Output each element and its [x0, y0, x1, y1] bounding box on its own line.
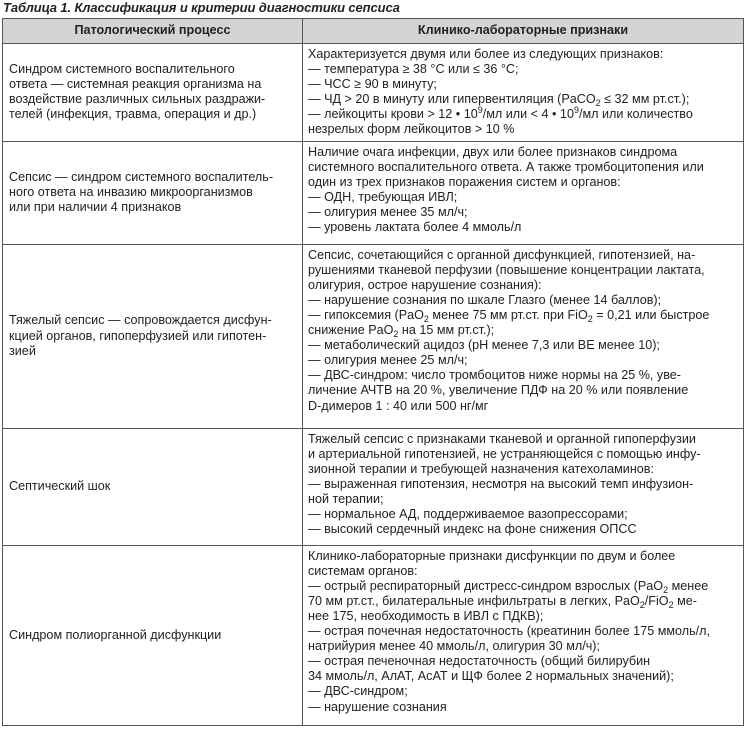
- subscript: 2: [668, 599, 674, 610]
- sign-text: снижение PaO: [308, 323, 394, 338]
- sign-text: менее: [668, 578, 709, 593]
- process-cell: [3, 545, 303, 725]
- sign-line: [308, 594, 738, 609]
- process-text: зией: [9, 343, 36, 358]
- process-cell: [3, 428, 303, 545]
- sign-text: — нарушение сознания: [308, 699, 447, 714]
- sign-text: Клинико-лабораторные признаки дисфункции по двум и более: [308, 548, 676, 563]
- subscript: 2: [393, 329, 399, 340]
- sign-text: — острая почечная недостаточность (креатинин более 175 ммоль/л,: [308, 624, 710, 639]
- table-row: [3, 141, 744, 244]
- signs-cell: [303, 141, 744, 244]
- process-cell: [3, 244, 303, 428]
- sign-text: Характеризуется двумя или более из следующих признаков:: [308, 47, 664, 61]
- sign-text: — ДВС-синдром: число тромбоцитов ниже нормы на 25 %, уве-: [308, 368, 681, 383]
- sign-text: — гипоксемия (PaO: [308, 307, 424, 322]
- sign-text: зионной терапии и требующей назначения катехоламинов:: [308, 461, 654, 476]
- sign-text: /мл или количество: [578, 107, 693, 122]
- sign-text: — острый респираторный дистресс-синдром взрослых (PaO: [308, 578, 664, 593]
- sign-text: — нормальное АД, поддерживаемое вазопрессорами;: [308, 507, 628, 522]
- sign-text: — острая печеночная недостаточность (общий билирубин: [308, 654, 651, 669]
- table-caption: Таблица 1. Классификация и критерии диагностики сепсиса: [3, 0, 400, 15]
- sign-text: личение АЧТВ на 20 %, увеличение ПДФ на 20 % или появление: [308, 383, 689, 398]
- sign-text: 70 мм рт.ст., билатеральные инфильтраты в легких, PaO: [308, 593, 640, 608]
- process-text: или при наличии 4 признаков: [9, 200, 182, 215]
- process-cell: [3, 141, 303, 244]
- sign-text: и артериальной гипотензией, не устраняющейся с помощью инфу-: [308, 446, 701, 461]
- table-row: [3, 545, 744, 725]
- process-text: Синдром полиорганной дисфункции: [9, 627, 222, 642]
- process-cell: [3, 44, 303, 142]
- sign-text: — лейкоциты крови > 12 • 10: [308, 107, 478, 122]
- sign-line: [308, 579, 738, 594]
- signs-cell: [303, 244, 744, 428]
- sign-line: [308, 308, 738, 323]
- subscript: 2: [639, 599, 645, 610]
- sign-text: — ЧСС ≥ 90 в минуту;: [308, 77, 437, 92]
- sign-text: олигурия, острое нарушение сознания):: [308, 277, 542, 292]
- process-text: ответа — системная реакция организма на: [9, 77, 262, 92]
- sign-text: 34 ммоль/л, АлАТ, АсАТ и ЩФ более 2 нормальных значений);: [308, 669, 674, 684]
- sign-text: Наличие очага инфекции, двух или более признаков синдрома: [308, 144, 678, 159]
- sign-text: нее 175, необходимость в ИВЛ с ПДКВ);: [308, 608, 544, 623]
- sign-text: системного воспалительного ответа. А также тромбоцитопения или: [308, 159, 704, 174]
- sign-text: — температура ≥ 38 °C или ≤ 36 °C;: [308, 62, 519, 77]
- superscript: 9: [573, 105, 579, 116]
- process-text: Тяжелый сепсис — сопровождается дисфун-: [9, 313, 272, 328]
- process-text: воздействие различных сильных раздражи-: [9, 92, 266, 107]
- sign-text: — выраженная гипотензия, несмотря на высокий темп инфузион-: [308, 476, 694, 491]
- signs-cell: [303, 428, 744, 545]
- table-row: [3, 44, 744, 142]
- sign-text: ме-: [673, 593, 697, 608]
- header-clinical-signs: Клинико-лабораторные признаки: [303, 19, 744, 44]
- table-header-row: [3, 19, 744, 44]
- sign-text: /FiO: [644, 593, 669, 608]
- sign-text: ной терапии;: [308, 491, 384, 506]
- sign-text: — ОДН, требующая ИВЛ;: [308, 189, 458, 204]
- sign-text: — ЧД > 20 в минуту или гипервентиляция (PaCO: [308, 92, 596, 107]
- subscript: 2: [663, 584, 669, 595]
- sign-text: один из трех признаков поражения систем и органов:: [308, 174, 621, 189]
- sign-text: рушениями тканевой перфузии (повышение концентрации лактата,: [308, 262, 705, 277]
- process-text: телей (инфекция, травма, операция и др.): [9, 107, 257, 122]
- sign-text: — уровень лактата более 4 ммоль/л: [308, 220, 522, 235]
- process-text: кцией органов, гипоперфузией или гипотен-: [9, 328, 267, 343]
- subscript: 2: [587, 313, 593, 324]
- sign-text: незрелых форм лейкоцитов > 10 %: [308, 122, 515, 137]
- sign-text: Сепсис, сочетающийся с органной дисфункцией, гипотензией, на-: [308, 247, 696, 262]
- subscript: 2: [423, 313, 429, 324]
- sign-text: D-димеров 1 : 40 или 500 нг/мг: [308, 398, 489, 413]
- signs-cell: [303, 545, 744, 725]
- sign-text: менее 75 мм рт.ст. при FiO: [428, 307, 588, 322]
- sign-text: — олигурия менее 25 мл/ч;: [308, 353, 468, 368]
- sign-text: системам органов:: [308, 563, 418, 578]
- sign-line: [308, 107, 738, 122]
- sign-text: натрийурия менее 40 ммоль/л, олигурия 30 мл/ч);: [308, 639, 600, 654]
- subscript: 2: [595, 98, 601, 109]
- sign-text: — нарушение сознания по шкале Глазго (менее 14 баллов);: [308, 292, 662, 307]
- sign-text: = 0,21 или быстрое: [592, 307, 710, 322]
- sign-line: [308, 92, 738, 107]
- sign-text: — метаболический ацидоз (pH менее 7,3 или BE менее 10);: [308, 338, 660, 353]
- sign-text: — высокий сердечный индекс на фоне снижения ОПСС: [308, 522, 637, 537]
- sign-text: — ДВС-синдром;: [308, 684, 408, 699]
- process-text: ного ответа на инвазию микроорганизмов: [9, 185, 253, 200]
- process-text: Синдром системного воспалительного: [9, 62, 235, 77]
- sign-text: /мл или < 4 • 10: [482, 107, 574, 122]
- sign-text: ≤ 32 мм рт.ст.);: [600, 92, 690, 107]
- sign-text: Тяжелый сепсис с признаками тканевой и органной гипоперфузии: [308, 431, 696, 446]
- superscript: 9: [477, 105, 483, 116]
- table-row: [3, 244, 744, 428]
- sign-text: на 15 мм рт.ст.);: [398, 323, 495, 338]
- process-text: Сепсис — синдром системного воспалитель-: [9, 169, 274, 184]
- process-text: Септический шок: [9, 479, 111, 494]
- sepsis-classification-table: [2, 18, 744, 726]
- sign-line: [308, 323, 738, 338]
- signs-cell: [303, 44, 744, 142]
- table-row: [3, 428, 744, 545]
- sign-text: — олигурия менее 35 мл/ч;: [308, 204, 468, 219]
- header-pathological-process: Патологический процесс: [3, 19, 303, 44]
